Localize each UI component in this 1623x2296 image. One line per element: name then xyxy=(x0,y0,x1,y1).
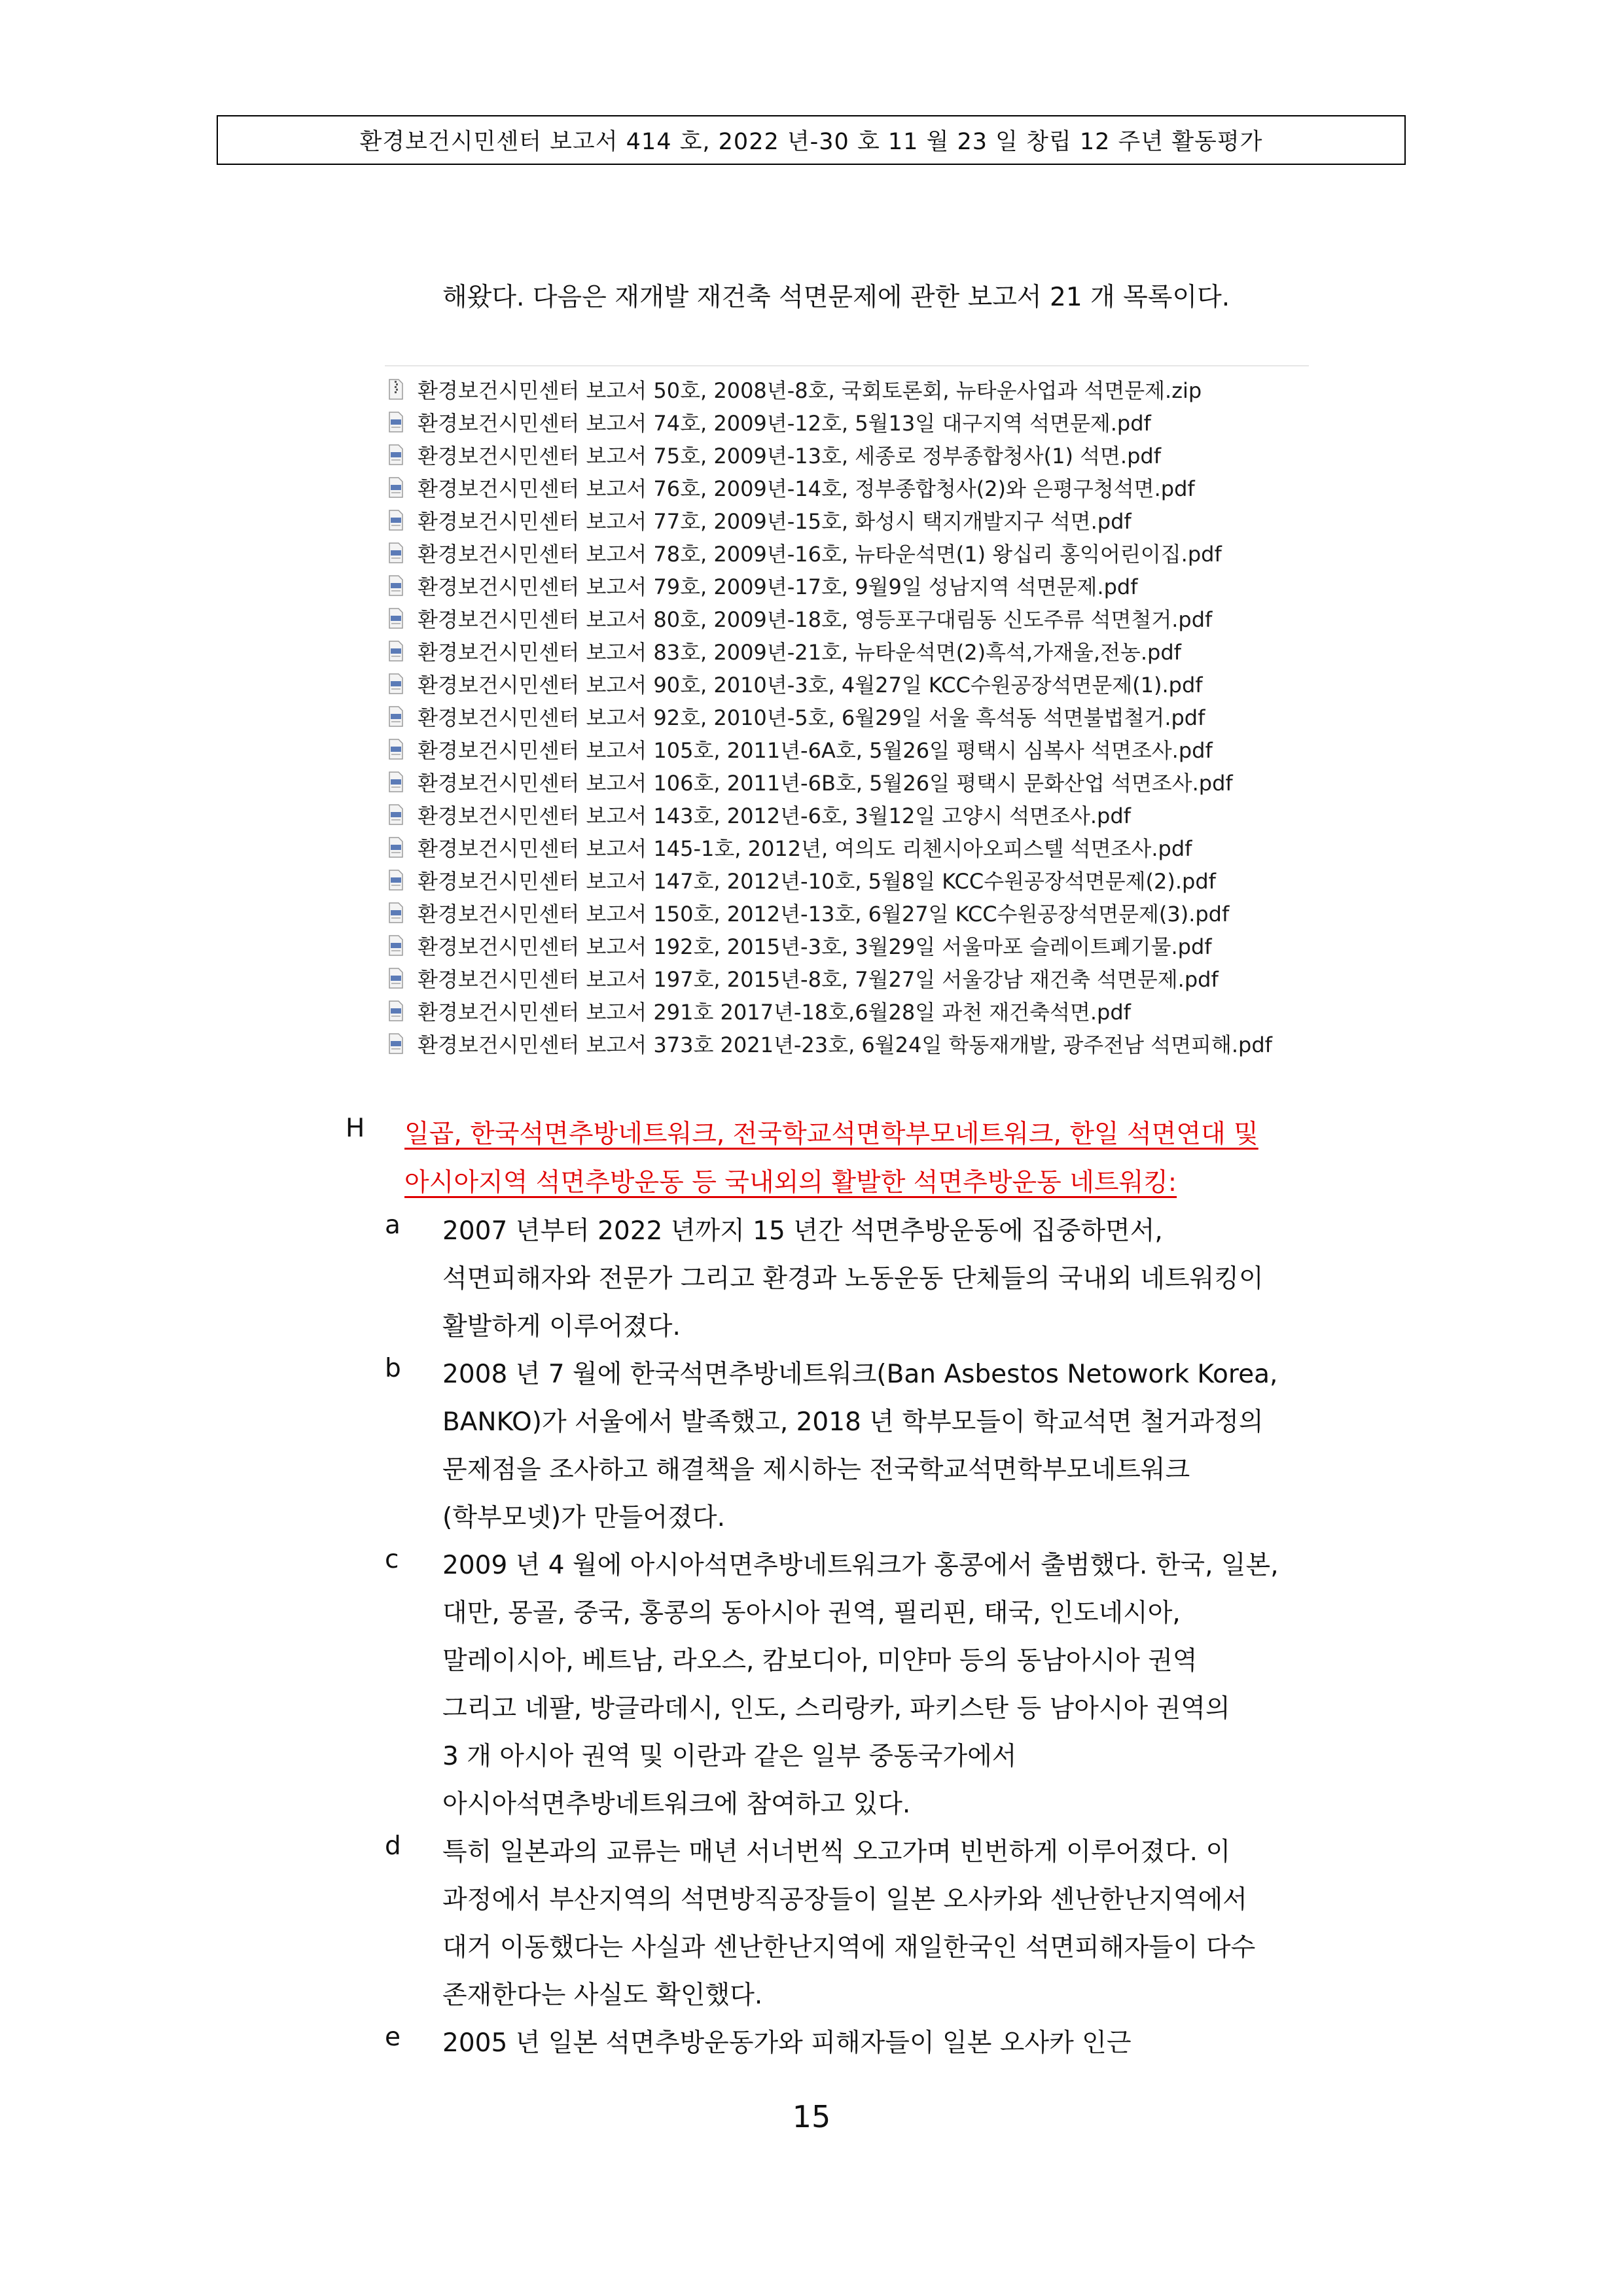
section-title-line: 일곱, 한국석면추방네트워크, 전국학교석면학부모네트워크, 한일 석면연대 및 xyxy=(404,1120,1258,1149)
section-marker: H xyxy=(346,1114,365,1143)
item-text-line: 말레이시아, 베트남, 라오스, 캄보디아, 미얀마 등의 동남아시아 권역 xyxy=(442,1646,1198,1676)
item-marker: e xyxy=(385,2022,401,2052)
file-list-item[interactable] xyxy=(385,569,1137,602)
item-text-line: (학부모넷)가 만들어졌다. xyxy=(442,1503,725,1532)
file-list-item[interactable] xyxy=(385,373,1202,406)
item-marker: a xyxy=(385,1210,401,1240)
pdf-file-icon xyxy=(389,870,403,891)
file-name: 환경보건시민센터 보고서 83호, 2009년-21호, 뉴타운석면(2)흑석,가재울,전농.pdf xyxy=(418,640,1181,665)
pdf-file-icon xyxy=(389,902,403,923)
file-name: 환경보건시민센터 보고서 90호, 2010년-3호, 4월27일 KCC수원공장석면문제(1).pdf xyxy=(418,673,1203,698)
pdf-file-icon xyxy=(389,641,403,662)
file-list-item[interactable] xyxy=(385,798,1131,831)
item-marker: d xyxy=(385,1831,401,1861)
item-text-line: 2008 년 7 월에 한국석면추방네트워크(Ban Asbestos Netowork Korea, xyxy=(442,1360,1278,1389)
pdf-file-icon xyxy=(389,968,403,989)
pdf-file-icon xyxy=(389,837,403,858)
file-list-item[interactable] xyxy=(385,733,1213,766)
file-list-item[interactable] xyxy=(385,438,1161,471)
file-name: 환경보건시민센터 보고서 291호 2017년-18호,6월28일 과천 재건축석면.pdf xyxy=(418,1000,1131,1025)
item-text-line: 대거 이동했다는 사실과 센난한난지역에 재일한국인 석면피해자들이 다수 xyxy=(442,1933,1256,1962)
item-text-line: 3 개 아시아 권역 및 이란과 같은 일부 중동국가에서 xyxy=(442,1742,1017,1771)
file-list-item[interactable] xyxy=(385,667,1203,700)
file-list-item[interactable] xyxy=(385,635,1181,667)
file-name: 환경보건시민센터 보고서 80호, 2009년-18호, 영등포구대림동 신도주류 석면철거.pdf xyxy=(418,607,1213,632)
item-text-line: 활발하게 이루어졌다. xyxy=(442,1312,681,1341)
file-name: 환경보건시민센터 보고서 75호, 2009년-13호, 세종로 정부종합청사(1) 석면.pdf xyxy=(418,444,1161,468)
file-list-item[interactable] xyxy=(385,929,1212,962)
pdf-file-icon xyxy=(389,412,403,433)
pdf-file-icon xyxy=(389,608,403,629)
item-text-line: BANKO)가 서울에서 발족했고, 2018 년 학부모들이 학교석면 철거과정의 xyxy=(442,1407,1264,1437)
pdf-file-icon xyxy=(389,739,403,760)
file-name: 환경보건시민센터 보고서 74호, 2009년-12호, 5월13일 대구지역 석면문제.pdf xyxy=(418,411,1151,436)
file-list-screenshot xyxy=(385,365,1309,1060)
file-name: 환경보건시민센터 보고서 150호, 2012년-13호, 6월27일 KCC수원공장석면문제(3).pdf xyxy=(418,902,1230,927)
item-marker: b xyxy=(385,1354,401,1383)
file-list-item[interactable] xyxy=(385,504,1132,537)
section-title-line: 아시아지역 석면추방운동 등 국내외의 활발한 석면추방운동 네트워킹: xyxy=(404,1168,1177,1197)
file-name: 환경보건시민센터 보고서 78호, 2009년-16호, 뉴타운석면(1) 왕십리 홍익어린이집.pdf xyxy=(418,542,1222,567)
pdf-file-icon xyxy=(389,935,403,956)
page-number: 15 xyxy=(792,2099,831,2134)
item-text-line: 2009 년 4 월에 아시아석면추방네트워크가 홍콩에서 출범했다. 한국, 일본, xyxy=(442,1551,1279,1580)
pdf-file-icon xyxy=(389,1000,403,1021)
file-list-item[interactable] xyxy=(385,962,1219,995)
item-text-line: 2007 년부터 2022 년까지 15 년간 석면추방운동에 집중하면서, xyxy=(442,1216,1163,1246)
item-text-line: 아시아석면추방네트워크에 참여하고 있다. xyxy=(442,1790,911,1819)
file-name: 환경보건시민센터 보고서 143호, 2012년-6호, 3월12일 고양시 석면조사.pdf xyxy=(418,804,1131,828)
file-list-item[interactable] xyxy=(385,471,1195,504)
file-list-item[interactable] xyxy=(385,406,1151,438)
file-list-item[interactable] xyxy=(385,766,1233,798)
file-name: 환경보건시민센터 보고서 147호, 2012년-10호, 5월8일 KCC수원공장석면문제(2).pdf xyxy=(418,869,1216,894)
item-text-line: 2005 년 일본 석면추방운동가와 피해자들이 일본 오사카 인근 xyxy=(442,2028,1132,2058)
item-text-line: 석면피해자와 전문가 그리고 환경과 노동운동 단체들의 국내외 네트워킹이 xyxy=(442,1264,1264,1294)
file-name: 환경보건시민센터 보고서 77호, 2009년-15호, 화성시 택지개발지구 석면.pdf xyxy=(418,509,1132,534)
report-header-title: 환경보건시민센터 보고서 414 호, 2022 년-30 호 11 월 23 일 창립 12 주년 활동평가 xyxy=(359,129,1263,155)
zip-file-icon xyxy=(389,379,403,400)
file-list-item[interactable] xyxy=(385,995,1131,1027)
file-list-item[interactable] xyxy=(385,896,1229,929)
pdf-file-icon xyxy=(389,706,403,727)
item-text-line: 특히 일본과의 교류는 매년 서너번씩 오고가며 빈번하게 이루어졌다. 이 xyxy=(442,1837,1231,1867)
file-name: 환경보건시민센터 보고서 145-1호, 2012년, 여의도 리첸시아오피스텔 석면조사.pdf xyxy=(418,836,1192,861)
item-text-line: 과정에서 부산지역의 석면방직공장들이 일본 오사카와 센난한난지역에서 xyxy=(442,1885,1247,1915)
file-list-item[interactable] xyxy=(385,537,1222,569)
pdf-file-icon xyxy=(389,1033,403,1054)
file-list-item[interactable] xyxy=(385,831,1192,864)
file-list-item[interactable] xyxy=(385,700,1205,733)
file-name: 환경보건시민센터 보고서 50호, 2008년-8호, 국회토론회, 뉴타운사업과 석면문제.zip xyxy=(418,378,1202,403)
pdf-file-icon xyxy=(389,444,403,465)
file-list-item[interactable] xyxy=(385,1027,1272,1060)
file-name: 환경보건시민센터 보고서 79호, 2009년-17호, 9월9일 성남지역 석면문제.pdf xyxy=(418,574,1138,599)
file-name: 환경보건시민센터 보고서 76호, 2009년-14호, 정부종합청사(2)와 은평구청석면.pdf xyxy=(418,476,1195,501)
item-marker: c xyxy=(385,1545,399,1574)
pdf-file-icon xyxy=(389,804,403,825)
file-list-item[interactable] xyxy=(385,864,1216,896)
report-header xyxy=(217,115,1406,165)
intro-paragraph: 해왔다. 다음은 재개발 재건축 석면문제에 관한 보고서 21 개 목록이다. xyxy=(442,283,1230,312)
file-name: 환경보건시민센터 보고서 106호, 2011년-6B호, 5월26일 평택시 문화산업 석면조사.pdf xyxy=(418,771,1233,796)
pdf-file-icon xyxy=(389,673,403,694)
file-name: 환경보건시민센터 보고서 373호 2021년-23호, 6월24일 학동재개발, 광주전남 석면피해.pdf xyxy=(418,1033,1272,1057)
file-name: 환경보건시민센터 보고서 105호, 2011년-6A호, 5월26일 평택시 심복사 석면조사.pdf xyxy=(418,738,1213,763)
pdf-file-icon xyxy=(389,771,403,792)
pdf-file-icon xyxy=(389,477,403,498)
file-name: 환경보건시민센터 보고서 192호, 2015년-3호, 3월29일 서울마포 슬레이트폐기물.pdf xyxy=(418,934,1212,959)
file-name: 환경보건시민센터 보고서 197호, 2015년-8호, 7월27일 서울강남 재건축 석면문제.pdf xyxy=(418,967,1219,992)
pdf-file-icon xyxy=(389,575,403,596)
pdf-file-icon xyxy=(389,510,403,531)
file-list-item[interactable] xyxy=(385,602,1212,635)
item-text-line: 문제점을 조사하고 해결책을 제시하는 전국학교석면학부모네트워크 xyxy=(442,1455,1190,1485)
file-name: 환경보건시민센터 보고서 92호, 2010년-5호, 6월29일 서울 흑석동 석면불법철거.pdf xyxy=(418,705,1205,730)
item-text-line: 존재한다는 사실도 확인했다. xyxy=(442,1981,763,2010)
item-text-line: 대만, 몽골, 중국, 홍콩의 동아시아 권역, 필리핀, 태국, 인도네시아, xyxy=(442,1598,1181,1628)
pdf-file-icon xyxy=(389,542,403,563)
item-text-line: 그리고 네팔, 방글라데시, 인도, 스리랑카, 파키스탄 등 남아시아 권역의 xyxy=(442,1694,1230,1723)
